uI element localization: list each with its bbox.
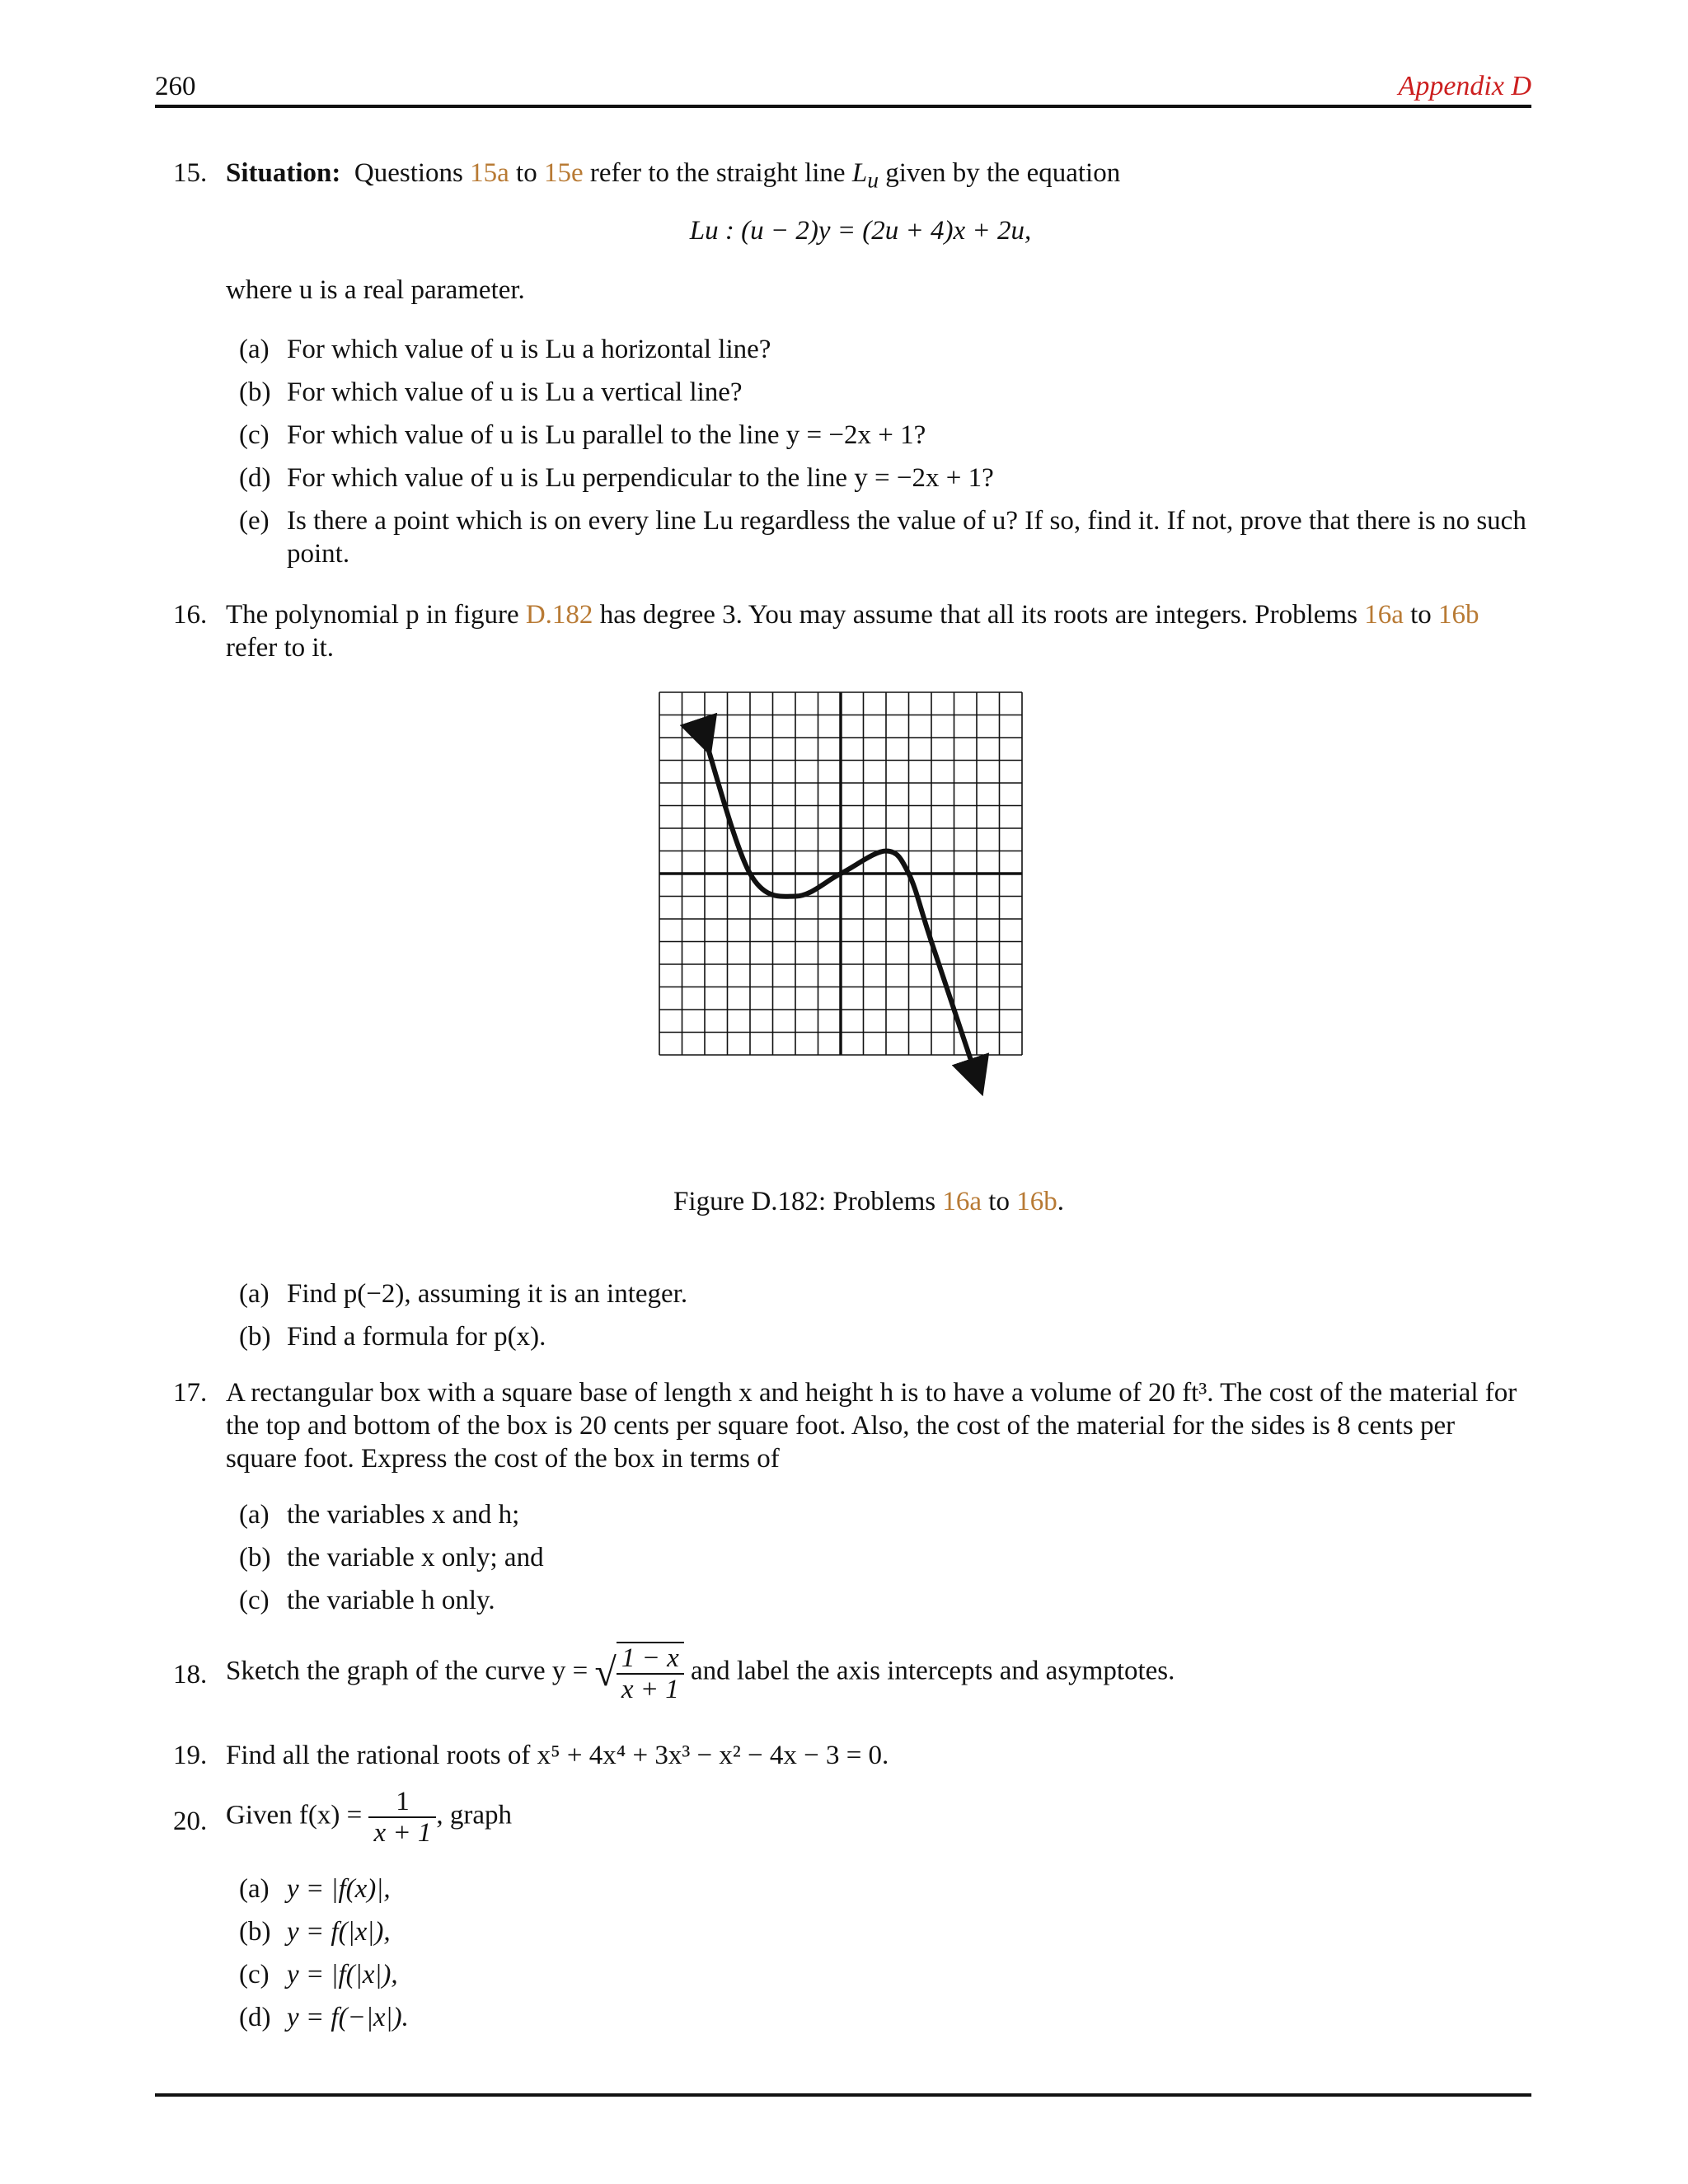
- link-15a[interactable]: 15a: [470, 158, 509, 188]
- subitem-20b: [239, 1915, 1533, 1948]
- sub-text: the variable h only.: [287, 1586, 495, 1615]
- caption-text: .: [1057, 1187, 1064, 1216]
- subitem-20a: [239, 1872, 1533, 1905]
- sub-label: (b): [239, 1917, 271, 1947]
- link-figure-D182[interactable]: D.182: [525, 600, 593, 630]
- chapter-title[interactable]: Appendix D: [1398, 71, 1531, 101]
- sub-label: (a): [239, 1500, 270, 1530]
- sub-text: Find p(−2), assuming it is an integer.: [287, 1279, 688, 1309]
- subitem-17a: [239, 1498, 1533, 1531]
- problem-number: 18.: [173, 1660, 208, 1690]
- caption-text: to: [982, 1187, 1017, 1216]
- sub-text: y = |f(|x|),: [287, 1960, 398, 1990]
- link-16a[interactable]: 16a: [1364, 600, 1404, 630]
- denominator: x + 1: [621, 1675, 679, 1704]
- sub-text: Is there a point which is on every line Lu regardless the value of u? If so, find it. If not, prove that there is no such point.: [287, 506, 1526, 569]
- math-sub-u: u: [867, 166, 879, 193]
- text: refer to it.: [226, 633, 335, 663]
- text: has degree 3. You may assume that all its roots are integers. Problems: [593, 600, 1365, 630]
- denominator: x + 1: [373, 1818, 432, 1848]
- sub-label: (b): [239, 377, 271, 407]
- page-number: 260: [155, 72, 196, 101]
- sub-label: (b): [239, 1543, 271, 1572]
- where-text: where u is a real parameter.: [226, 275, 525, 305]
- sub-label: (c): [239, 420, 270, 450]
- text: and label the axis intercepts and asymptotes.: [690, 1656, 1175, 1686]
- problem-number: 19.: [173, 1741, 208, 1770]
- sub-label: (e): [239, 506, 270, 536]
- sub-label: (c): [239, 1586, 270, 1615]
- fraction: [617, 1642, 684, 1704]
- sub-text: For which value of u is Lu parallel to the line y = −2x + 1?: [287, 420, 926, 450]
- text: Sketch the graph of the curve y =: [226, 1656, 595, 1686]
- sub-label: (a): [239, 1874, 270, 1904]
- problem-number: 16.: [173, 600, 208, 630]
- sub-text: y = |f(x)|,: [287, 1874, 391, 1904]
- figure-caption: [25, 1187, 1688, 1217]
- subitem-15a: [239, 333, 1533, 366]
- sub-text: y = f(|x|),: [287, 1917, 391, 1947]
- problem-intro: [226, 157, 1531, 197]
- problem-number: 20.: [173, 1807, 208, 1836]
- header-rule: [155, 105, 1531, 108]
- sub-label: (a): [239, 335, 270, 364]
- subitem-20d: [239, 2001, 1533, 2034]
- sqrt-sign: √: [594, 1651, 617, 1694]
- sub-label: (b): [239, 1322, 271, 1352]
- subitem-15b: [239, 376, 1533, 409]
- problem-number: 17.: [173, 1378, 208, 1408]
- link-16b[interactable]: 16b: [1438, 600, 1479, 630]
- polynomial-graph: [643, 676, 1039, 1104]
- caption-link-16b[interactable]: 16b: [1016, 1187, 1057, 1216]
- text: , graph: [436, 1800, 513, 1830]
- equation-Lu: Lu : (u − 2)y = (2u + 4)x + 2u,: [689, 216, 1032, 246]
- sub-text: the variable x only; and: [287, 1543, 544, 1572]
- intro-text: Questions: [354, 158, 471, 188]
- subitem-16a: [239, 1277, 1533, 1310]
- subitem-16b: [239, 1320, 1533, 1353]
- intro-text: to: [509, 158, 544, 188]
- subitem-17b: [239, 1541, 1533, 1574]
- numerator: 1: [368, 1787, 436, 1818]
- sub-text: y = f(−|x|).: [287, 2003, 409, 2032]
- sub-text: For which value of u is Lu a vertical line?: [287, 377, 743, 407]
- caption-text: Figure D.182: Problems: [673, 1187, 943, 1216]
- subitem-17c: [239, 1584, 1533, 1617]
- sub-text: Find a formula for p(x).: [287, 1322, 546, 1352]
- subitem-15e: [239, 504, 1533, 569]
- sub-label: (d): [239, 2003, 271, 2032]
- problem-text: [226, 1642, 1531, 1704]
- sqrt-expression: [594, 1642, 683, 1704]
- problem-number: 15.: [173, 158, 208, 188]
- problem-text: Find all the rational roots of x⁵ + 4x⁴ + 3x³ − x² − 4x − 3 = 0.: [226, 1741, 889, 1770]
- sub-text: For which value of u is Lu a horizontal line?: [287, 335, 771, 364]
- sub-label: (d): [239, 463, 271, 493]
- page-header: [155, 71, 1531, 102]
- numerator: 1 − x: [617, 1643, 684, 1675]
- text: to: [1403, 600, 1439, 630]
- subitem-15c: [239, 419, 1533, 452]
- problem-text: A rectangular box with a square base of length x and height h is to have a volume of 20 ft³. The cost of the material for the top and bottom of the box is 20 cents per square foot. Also, the cost of the material for the sides is 8 cents per square foot. Express the cost of the box in terms of: [226, 1378, 1517, 1474]
- problem-text: [226, 1787, 1531, 1848]
- footer-rule: [155, 2093, 1531, 2097]
- math-L: L: [851, 158, 868, 188]
- sub-label: (c): [239, 1960, 270, 1990]
- intro-text: given by the equation: [878, 158, 1121, 188]
- problem-text: [226, 598, 1531, 664]
- fraction: [368, 1787, 436, 1848]
- subitem-20c: [239, 1958, 1533, 1991]
- sub-text: the variables x and h;: [287, 1500, 520, 1530]
- caption-link-16a[interactable]: 16a: [942, 1187, 982, 1216]
- sub-text: For which value of u is Lu perpendicular to the line y = −2x + 1?: [287, 463, 994, 493]
- intro-text: refer to the straight line: [583, 158, 852, 188]
- subitem-15d: [239, 462, 1533, 494]
- situation-label: Situation:: [226, 158, 341, 188]
- text: The polynomial p in figure: [226, 600, 526, 630]
- link-15e[interactable]: 15e: [543, 158, 584, 188]
- sub-label: (a): [239, 1279, 270, 1309]
- text: Given f(x) =: [226, 1800, 369, 1830]
